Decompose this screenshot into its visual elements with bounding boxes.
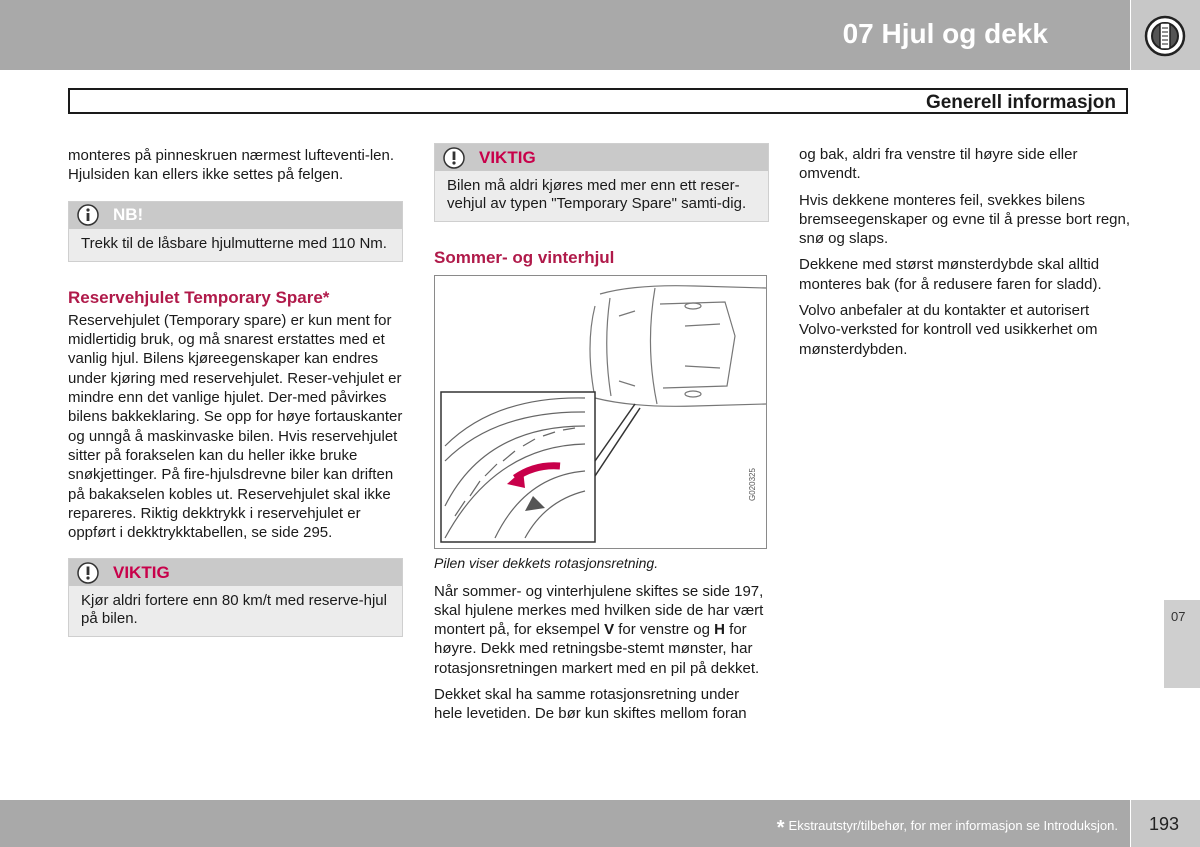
column-left: [68, 146, 403, 637]
nb-note-title: NB!: [113, 205, 144, 225]
column-right: [799, 145, 1134, 366]
summer-winter-text-3: for høyre. Dekk med retningsbe-stemt mønster, har rotasjonsretningen markert med en pil på dekket.: [434, 621, 760, 677]
viktig-note-left-title: VIKTIG: [113, 563, 170, 583]
chapter-header-bar: [0, 0, 1130, 70]
viktig-note-left-header: [69, 559, 402, 586]
summer-winter-heading: Sommer- og vinterhjul: [434, 248, 615, 267]
right-paragraph-2: Hvis dekkene monteres feil, svekkes bilens bremseegenskaper og evne til å presse bort regn, snø og slaps.: [799, 191, 1131, 248]
footer-bar: [0, 800, 1130, 847]
footnote: [777, 817, 1118, 840]
right-paragraph-3: Dekkene med størst mønsterdybde skal alltid monteres bak (for å redusere faren for sladd).: [799, 256, 1102, 293]
nb-note-text: Trekk til de låsbare hjulmutterne med 110 Nm.: [81, 234, 387, 252]
nb-note: [68, 201, 403, 262]
summer-winter-paragraph: [434, 582, 769, 678]
section-title: Generell informasjon: [925, 92, 1116, 113]
chapter-side-tab: [1164, 600, 1200, 688]
reserve-heading: Reservehjulet Temporary Spare*: [68, 287, 330, 307]
side-tab-label: 07: [1171, 609, 1186, 624]
summer-winter-text-2: for venstre og: [614, 621, 715, 639]
summer-winter-text-1: Når sommer- og vinterhjulene skiftes se side 197, skal hjulene merkes med hvilken side de har vært montert på, for eksempel: [434, 582, 764, 639]
figure-code: G020325: [748, 468, 757, 502]
chapter-icon-box: [1131, 0, 1200, 70]
figure-caption: Pilen viser dekkets rotasjonsretning.: [434, 555, 659, 572]
nb-note-header: [69, 202, 402, 229]
viktig-note-left-text: Kjør aldri fortere enn 80 km/t med reserve-hjul på bilen.: [81, 592, 387, 628]
viktig-note-middle: [434, 143, 769, 222]
tire-rotation-figure: [434, 275, 767, 549]
left-marker: V: [604, 621, 615, 639]
intro-paragraph: monteres på pinneskruen nærmest lufteventi-len. Hjulsiden kan ellers ikke settes på felgen.: [68, 147, 395, 184]
section-header: [68, 88, 1128, 114]
right-paragraph-1: og bak, aldri fra venstre til høyre side eller omvendt.: [799, 146, 1078, 183]
reserve-paragraph: Reservehjulet (Temporary spare) er kun ment for midlertidig bruk, og må snarest erstattes med et vanlig hjul. Bilens kjøreegenskaper kan endres under kjøring med reservehjulet. Reser-vehjulet er mindre enn det vanlige hjulet. Der-med påvirkes bilens bakkeklaring. Se opp for høye fortauskanter og unngå å maskinvaske bilen. Hvis reservehjulet sitter på forakselen kan du heller ikke bruke snøkjettinger. På fire-hjulsdrevne biler kan driften på bakakselen kobles ut. Reservehjulet skal ikke repareres. Riktig dekktrykk i reservehjulet er oppført i dekktrykktabellen, se side 295.: [68, 311, 403, 542]
page-number-box: [1131, 800, 1200, 847]
warning-icon: [77, 562, 99, 584]
viktig-note-middle-header: [435, 144, 768, 171]
viktig-note-left: [68, 558, 403, 637]
car-tire-illustration: [435, 276, 766, 548]
wheel-icon: [1143, 14, 1187, 58]
page-number: 193: [1149, 814, 1180, 834]
column-middle: [434, 143, 769, 731]
viktig-note-middle-text: Bilen må aldri kjøres med mer enn ett reser-vehjul av typen "Temporary Spare" samti-dig.: [447, 177, 747, 212]
footnote-text: Ekstrautstyr/tilbehør, for mer informasjon se Introduksjon.: [788, 818, 1118, 833]
rotation-paragraph: Dekket skal ha samme rotasjonsretning under hele levetiden. De bør kun skiftes mellom foran: [434, 686, 747, 723]
viktig-note-middle-title: VIKTIG: [479, 147, 536, 167]
right-marker: H: [714, 621, 725, 639]
right-paragraph-4: Volvo anbefaler at du kontakter et autorisert Volvo-verksted for kontroll ved usikkerhet om mønsterdybden.: [799, 302, 1098, 358]
warning-icon: [443, 147, 465, 169]
footnote-star: *: [776, 817, 785, 839]
info-icon: [77, 204, 99, 226]
chapter-title: 07 Hjul og dekk: [842, 18, 1048, 49]
